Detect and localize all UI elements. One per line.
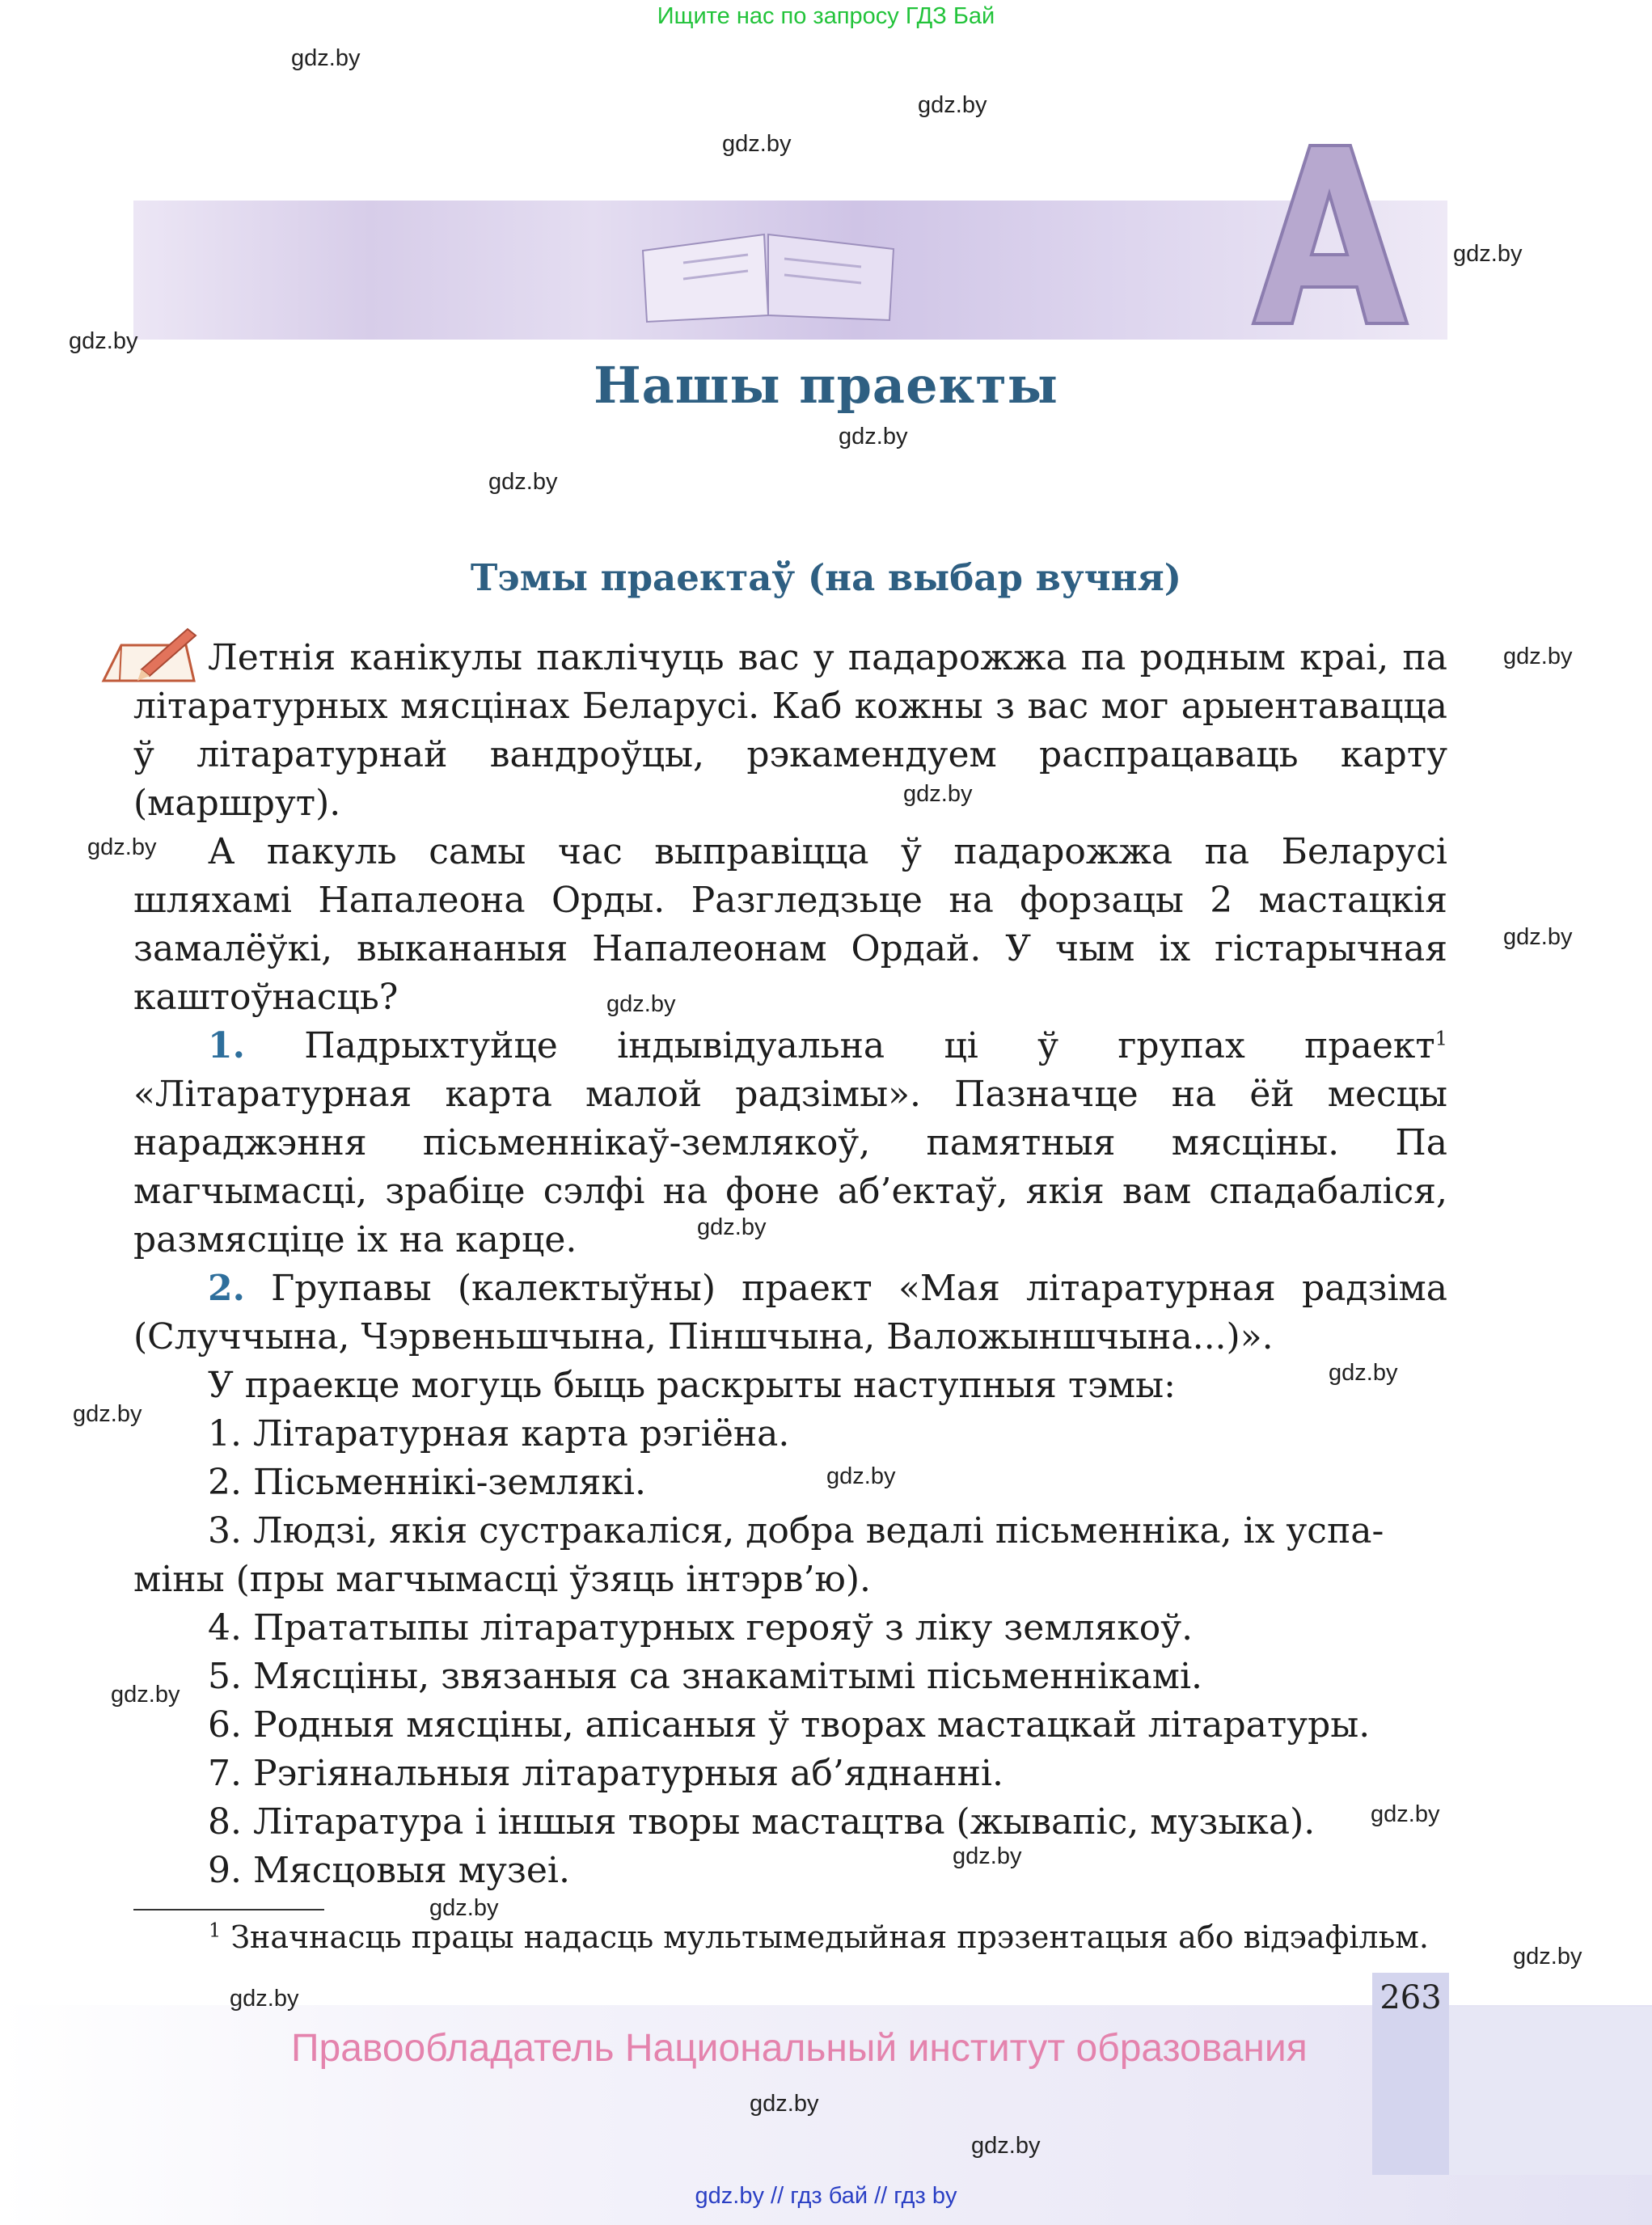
copyright-notice: Правообладатель Национальный институт образования (291, 2027, 1308, 2070)
open-book-illustration (635, 226, 902, 323)
page-edge-block (1449, 2007, 1652, 2175)
project-text-continued: «Літаратурная карта малой радзімы». Пазначце на ёй месцы нараджэння пісьменнікаў-землякоў, памятныя мясціны. Па магчымасці, зрабіце сэлфі на фоне аб’ектаў, якія вам спадабаліся, размясціце іх на карце. (133, 1074, 1447, 1260)
topic-item: 6. Родныя мясціны, апісаныя ў творах мастацкай літаратуры. (208, 1704, 1371, 1746)
watermark: gdz.by (230, 1986, 299, 2012)
watermark: gdz.by (1371, 1801, 1440, 1827)
footnote-ref: 1 (1434, 1027, 1447, 1050)
project-text: Групавы (калектыўны) праект «Мая літаратурная радзіма (Случчына, Чэрвеньшчына, Піншчына, Валожыншчына...)». (133, 1268, 1447, 1357)
watermark: gdz.by (488, 469, 558, 495)
watermark: gdz.by (839, 424, 908, 450)
footnote-text: Значнасць працы надасць мультымедыйная прэзентацыя або відэафільм. (230, 1919, 1429, 1955)
watermark: gdz.by (111, 1682, 180, 1708)
project-text: Падрыхтуйце індывідуальна ці ў групах праект (304, 1025, 1435, 1066)
watermark: gdz.by (1513, 1944, 1582, 1970)
watermark: gdz.by (826, 1463, 896, 1489)
project-number: 2. (208, 1268, 245, 1309)
topics-intro: У праекце могуць быць раскрыты наступныя тэмы: (208, 1365, 1176, 1406)
header-banner (133, 201, 1447, 340)
search-hint: Ищите нас по запросу ГДЗ Бай (657, 3, 995, 29)
topic-item-continued: міны (пры магчымасці ўзяць інтэрв’ю). (133, 1559, 872, 1600)
decorative-letter-icon (1237, 137, 1415, 331)
watermark: gdz.by (971, 2133, 1041, 2159)
watermark: gdz.by (606, 991, 676, 1017)
intro-paragraph-1: Летнія канікулы паклічуць вас у падарожжа па родным краі, па літаратурных мясцінах Беларусі. Каб кожны з вас мог арыентавацца ў літаратурнай вандроўцы, рэкамендуем распрацаваць карту (маршрут). (133, 637, 1447, 824)
site-links[interactable]: gdz.by // гдз бай // гдз by (695, 2183, 957, 2209)
watermark: gdz.by (918, 92, 987, 118)
topic-item: 9. Мясцовыя музеі. (208, 1850, 570, 1891)
page-title: Нашы праекты (594, 356, 1058, 415)
footnote-mark: 1 (209, 1919, 222, 1942)
watermark: gdz.by (1329, 1360, 1398, 1386)
project-number: 1. (208, 1025, 245, 1066)
watermark: gdz.by (429, 1895, 499, 1921)
topic-item: 3. Людзі, якія сустракаліся, добра ведалі пісьменніка, іх успа- (208, 1510, 1384, 1552)
watermark: gdz.by (750, 2091, 819, 2117)
footnote-divider (133, 1909, 324, 1910)
topic-item: 8. Літаратура і іншыя творы мастацтва (жывапіс, музыка). (208, 1801, 1316, 1843)
watermark: gdz.by (1503, 924, 1573, 950)
section-subtitle: Тэмы праектаў (на выбар вучня) (470, 556, 1182, 599)
watermark: gdz.by (722, 131, 792, 157)
page-number: 263 (1379, 1979, 1442, 2016)
project-item-2 (133, 1264, 1447, 1362)
watermark: gdz.by (69, 328, 138, 354)
watermark: gdz.by (903, 781, 973, 807)
watermark: gdz.by (953, 1843, 1022, 1869)
topic-item: 5. Мясціны, звязаныя са знакамітымі пісьменнікамі. (208, 1656, 1203, 1697)
topic-item: 2. Пісьменнікі-землякі. (208, 1462, 646, 1503)
watermark: gdz.by (697, 1214, 767, 1240)
footnote (209, 1919, 1429, 1955)
intro-paragraph-2: А пакуль самы час выправіцца ў падарожжа па Беларусі шляхамі Напалеона Орды. Разгледзьце на форзацы 2 мастацкія замалёўкі, выкананыя Напалеонам Ордай. У чым іх гістарычная каштоўнасць? (133, 831, 1447, 1018)
topic-item: 7. Рэгіянальныя літаратурныя аб’яднанні. (208, 1753, 1003, 1794)
topic-item: 4. Прататыпы літаратурных герояў з ліку землякоў. (208, 1607, 1194, 1649)
watermark: gdz.by (87, 834, 157, 860)
watermark: gdz.by (1453, 241, 1523, 267)
watermark: gdz.by (1503, 644, 1573, 669)
watermark: gdz.by (73, 1401, 142, 1427)
topic-item: 1. Літаратурная карта рэгіёна. (208, 1413, 790, 1454)
watermark: gdz.by (291, 45, 361, 71)
project-item-1 (133, 1022, 1447, 1264)
